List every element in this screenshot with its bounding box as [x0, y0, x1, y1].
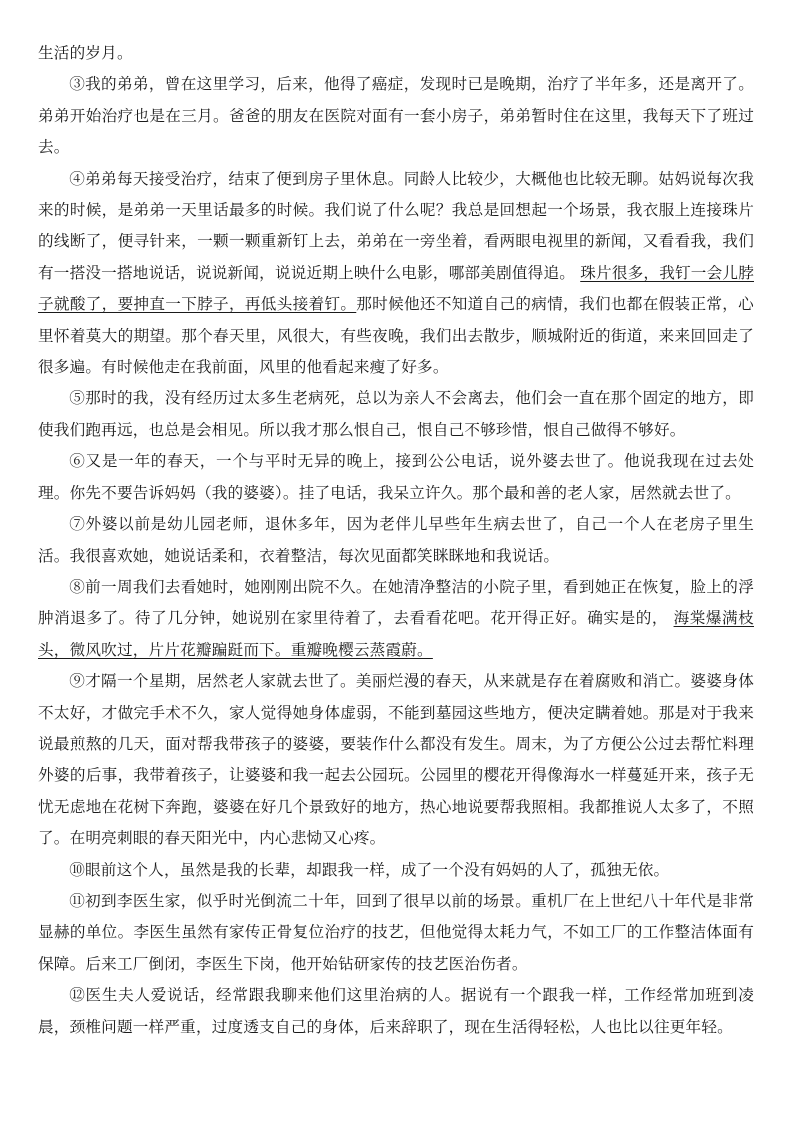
paragraph-text: 那时候他还不知道自己的病情，我们也都在假装正常，心里怀着莫大的期望。那个春天里，风很大，有些夜晚，我们出去散步，顺城附近的街道，来来回回走了很多遍。有时候他走在我前面，风里的他看起来瘦了好多。	[38, 295, 754, 377]
paragraph-9	[38, 666, 754, 854]
paragraph-text: ⑧前一周我们去看她时，她刚刚出院不久。在她清净整洁的小院子里，看到她正在恢复，脸上的浮肿消退多了。待了几分钟，她说别在家里待着了，去看看花吧。花开得正好。确实是的，	[38, 577, 754, 628]
paragraph-8	[38, 572, 754, 666]
paragraph-text: ⑪初到李医生家，似乎时光倒流二十年，回到了很早以前的场景。重机厂在上世纪八十年代是非常显赫的单位。李医生虽然有家传正骨复位治疗的技艺，但他觉得太耗力气，不如工厂的工作整洁体面有保障。后来工厂倒闭，李医生下岗，他开始钻研家传的技艺医治伤者。	[38, 891, 754, 973]
paragraph-12	[38, 980, 754, 1043]
paragraph-text: ⑫医生夫人爱说话，经常跟我聊来他们这里治病的人。据说有一个跟我一样，工作经常加班到凌晨，颈椎问题一样严重，过度透支自己的身体，后来辞职了，现在生活得轻松，人也比以往更年轻。	[38, 986, 754, 1036]
paragraph	[38, 38, 754, 69]
paragraph-text: ④弟弟每天接受治疗，结束了便到房子里休息。同龄人比较少，大概他也比较无聊。姑妈说每次我来的时候，是弟弟一天里话最多的时候。我们说了什么呢？我总是回想起一个场景，我衣服上连接珠片的线断了，便寻针来，一颗一颗重新钉上去，弟弟在一旁坐着，看两眼电视里的新闻，又看看我，我们有一搭没一搭地说话，说说新闻，说说近期上映什么电影，哪部美剧值得追。	[38, 169, 754, 282]
paragraph-text: 生活的岁月。	[38, 44, 133, 62]
paragraph-text: ③我的弟弟，曾在这里学习，后来，他得了癌症，发现时已是晚期，治疗了半年多，还是离开了。弟弟开始治疗也是在三月。爸爸的朋友在医院对面有一套小房子，弟弟暂时住在这里，我每天下了班过去。	[38, 75, 754, 157]
paragraph-7	[38, 509, 754, 572]
paragraph-10	[38, 855, 754, 886]
paragraph-11	[38, 886, 754, 980]
paragraph-text: ⑤那时的我，没有经历过太多生老病死，总以为亲人不会离去，他们会一直在那个固定的地方，即使我们跑再远，也总是会相见。所以我才那么恨自己，恨自己不够珍惜，恨自己做得不够好。	[38, 389, 754, 439]
document-page	[38, 38, 754, 1043]
underlined-sentence: 海棠爆满枝头，微风吹过，片片花瓣蹁跹而下。重瓣晚樱云蒸霞蔚。	[38, 609, 754, 659]
paragraph-text: ⑥又是一年的春天，一个与平时无异的晚上，接到公公电话，说外婆去世了。他说我现在过去处理。你先不要告诉妈妈（我的婆婆）。挂了电话，我呆立许久。那个最和善的老人家，居然就去世了。	[38, 452, 754, 502]
paragraph-6	[38, 446, 754, 509]
paragraph-text: ⑦外婆以前是幼儿园老师，退休多年，因为老伴儿早些年生病去世了，自己一个人在老房子里生活。我很喜欢她，她说话柔和，衣着整洁，每次见面都笑眯眯地和我说话。	[38, 515, 754, 565]
paragraph-text: ⑩眼前这个人，虽然是我的长辈，却跟我一样，成了一个没有妈妈的人了，孤独无依。	[69, 860, 670, 879]
paragraph-3	[38, 69, 754, 163]
paragraph-5	[38, 383, 754, 446]
paragraph-4	[38, 164, 754, 384]
underlined-sentence: 珠片很多，我钉一会儿脖子就酸了，要抻直一下脖子，再低头接着钉。	[38, 263, 754, 314]
paragraph-text: ⑨才隔一个星期，居然老人家就去世了。美丽烂漫的春天，从来就是存在着腐败和消亡。婆婆身体不太好，才做完手术不久，家人觉得她身体虚弱，不能到墓园这些地方，便决定瞒着她。那是对于我来说最煎熬的几天，面对帮我带孩子的婆婆，要装作什么都没有发生。周末，为了方便公公过去帮忙料理外婆的后事，我带着孩子，让婆婆和我一起去公园玩。公园里的樱花开得像海水一样蔓延开来，孩子无忧无虑地在花树下奔跑，婆婆在好几个景致好的地方，热心地说要帮我照相。我都推说人太多了，不照了。在明亮刺眼的春天阳光中，内心悲恸又心疼。	[38, 672, 754, 848]
